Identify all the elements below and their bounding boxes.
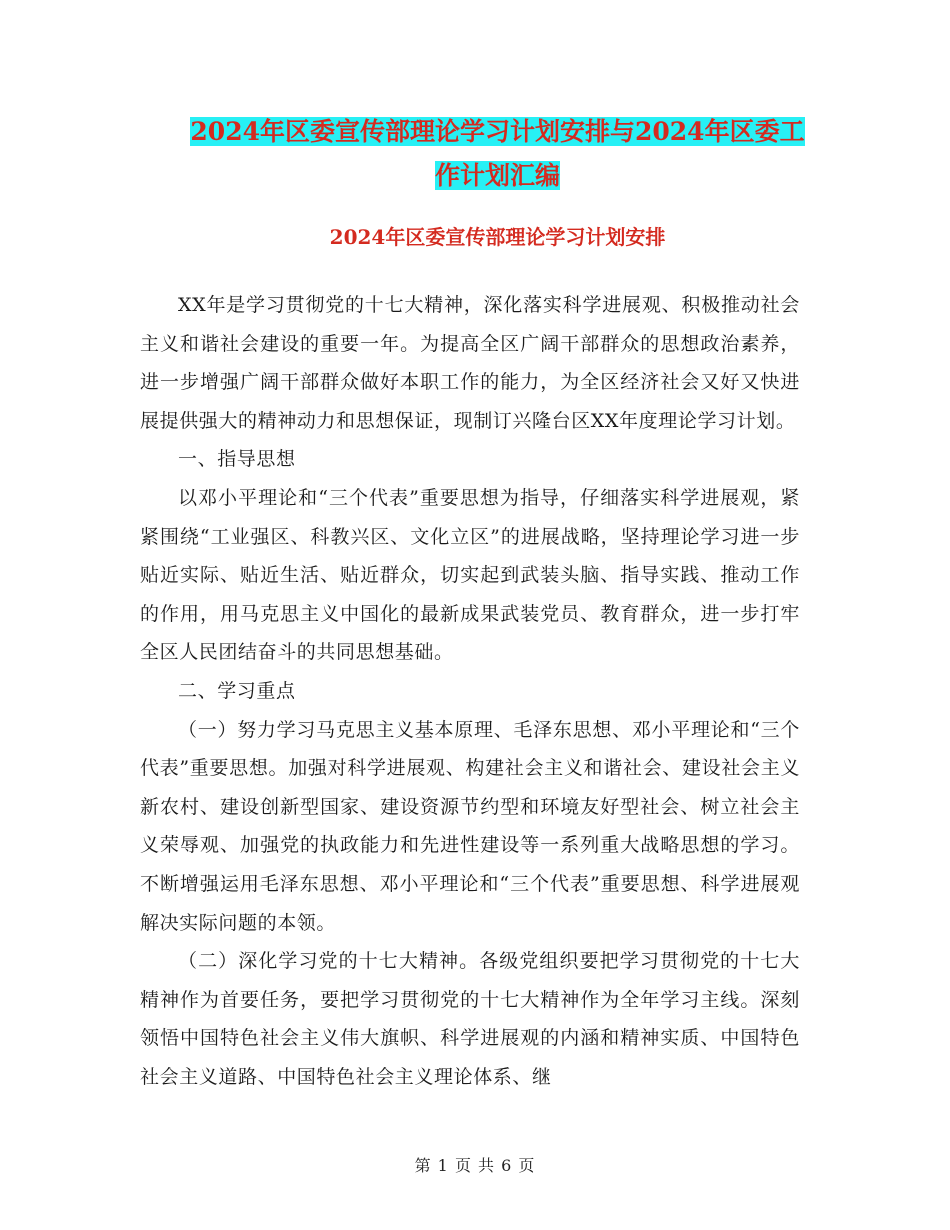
heading-study-focus: 二、学习重点 <box>178 679 296 702</box>
paragraph-intro: XX年是学习贯彻党的十七大精神，深化落实科学进展观、积极推动社会主义和谐社会建设的重要一年。为提高全区广阔干部群众的思想政治素养，进一步增强广阔干部群众做好本职工作的能力，为全区经济社会又好又快进展提供强大的精神动力和思想保证，现制订兴隆台区XX年度理论学习计划。 <box>140 294 800 432</box>
title-line-2: 作计划汇编 <box>434 161 560 190</box>
paragraph-focus-2: （二）深化学习党的十七大精神。各级党组织要把学习贯彻党的十七大精神作为首要任务，要把学习贯彻党的十七大精神作为全年学习主线。深刻领悟中国特色社会主义伟大旗帜、科学进展观的内涵和精神实质、中国特色社会主义道路、中国特色社会主义理论体系、继 <box>140 950 800 1088</box>
page-number: 第 1 页 共 6 页 <box>414 1156 536 1175</box>
paragraph-focus-1: （一）努力学习马克思主义基本原理、毛泽东思想、邓小平理论和“三个代表”重要思想。加强对科学进展观、构建社会主义和谐社会、建设社会主义新农村、建设创新型国家、建设资源节约型和环境友好型社会、树立社会主义荣辱观、加强党的执政能力和先进性建设等一系列重大战略思想的学习。不断增强运用毛泽东思想、邓小平理论和“三个代表”重要思想、科学进展观解决实际问题的本领。 <box>140 718 800 934</box>
title-line-1: 2024年区委宣传部理论学习计划安排与2024年区委工 <box>190 117 805 146</box>
section-title: 2024年区委宣传部理论学习计划安排 <box>329 225 666 249</box>
document-body <box>140 286 800 1096</box>
document-title <box>140 110 855 198</box>
heading-guiding-ideology: 一、指导思想 <box>178 448 296 471</box>
paragraph-guiding-ideology: 以邓小平理论和“三个代表”重要思想为指导，仔细落实科学进展观，紧紧围绕“工业强区、科教兴区、文化立区”的进展战略，坚持理论学习进一步贴近实际、贴近生活、贴近群众，切实起到武装头脑、指导实践、推动工作的作用，用马克思主义中国化的最新成果武装党员、教育群众，进一步打牢全区人民团结奋斗的共同思想基础。 <box>140 486 800 664</box>
